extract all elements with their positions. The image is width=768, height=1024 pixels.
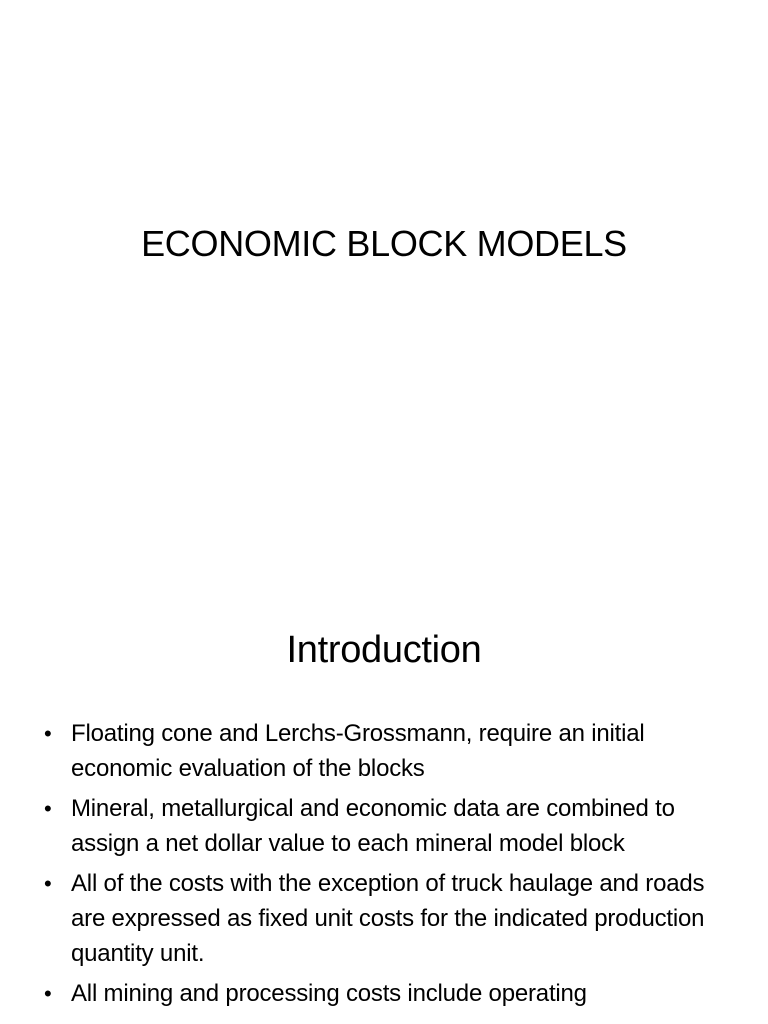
bullet-item <box>44 716 734 786</box>
bullet-item <box>44 791 734 861</box>
bullet-text: All of the costs with the exception of truck haulage and roads are expressed as fixed unit costs for the indicated production quantity unit. <box>71 870 705 967</box>
bullet-text: All mining and processing costs include operating <box>71 980 587 1007</box>
bullet-text: Floating cone and Lerchs-Grossmann, require an initial economic evaluation of the blocks <box>71 720 645 782</box>
slide-heading: Introduction <box>286 629 482 671</box>
bullet-icon: • <box>44 981 52 1006</box>
bullet-text: Mineral, metallurgical and economic data are combined to assign a net dollar value to each mineral model block <box>71 795 675 857</box>
bullet-item <box>44 866 734 971</box>
bullet-icon: • <box>44 796 52 821</box>
bullet-icon: • <box>44 871 52 896</box>
introduction-slide <box>0 576 768 1024</box>
slide-title: ECONOMIC BLOCK MODELS <box>141 223 627 264</box>
bullet-icon: • <box>44 721 52 746</box>
bullet-list <box>44 716 734 1016</box>
bullet-item <box>44 976 734 1011</box>
